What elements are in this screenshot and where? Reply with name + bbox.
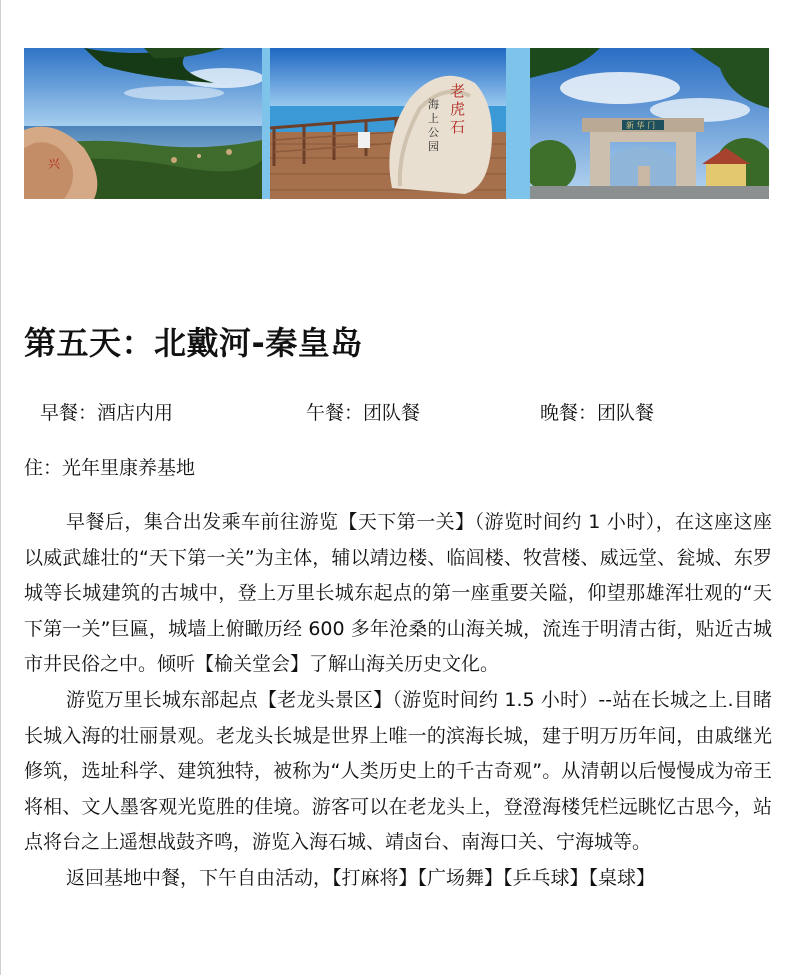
svg-text:公: 公 [428,126,439,139]
meal-info-row [40,398,780,426]
page-left-border [0,0,1,975]
itinerary-paragraph: 早餐后，集合出发乘车前往游览【天下第一关】（游览时间约 1 小时），在这座这座以威武雄壮的“天下第一关”为主体，辅以靖边楼、临闾楼、牧营楼、威远堂、瓮城、东罗城等长城建筑的古城中，登上万里长城东起点的第一座重要关隘，仰望那雄浑壮观的“天下第一关”巨匾，城墙上俯瞰历经 600 多年沧桑的山海关城，流连于明清古街，贴近古城市井民俗之中。倾听【榆关堂会】了解山海关历史文化。 [24,511,772,676]
svg-text:老: 老 [450,82,466,100]
itinerary-paragraph: 返回基地中餐，下午自由活动，【打麻将】【广场舞】【乒乓球】【桌球】 [66,866,656,889]
accommodation-info: 住：光年里康养基地 [24,457,196,479]
dinner-info: 晚餐：团队餐 [540,402,655,424]
lunch-info: 午餐：团队餐 [306,402,421,424]
svg-text:海: 海 [428,98,439,111]
memorial-arch-photo [530,48,769,199]
itinerary-paragraph: 游览万里长城东部起点【老龙头景区】（游览时间约 1.5 小时）--站在长城之上.目睹长城入海的壮丽景观。老龙头长城是世界上唯一的滨海长城，建于明万历年间，由戚继光修筑，选址科学、建筑独特，被称为“人类历史上的千古奇观”。从清朝以后慢慢成为帝王将相、文人墨客观光览胜的佳境。游客可以在老龙头上，登澄海楼凭栏远眺忆古思今，站点将台之上遥想战鼓齐鸣，游览入海石城、靖卤台、南海口关、宁海城等。 [24,688,772,854]
breakfast-info: 早餐：酒店内用 [40,402,174,424]
svg-text:虎: 虎 [450,100,466,118]
itinerary-description [24,505,772,897]
svg-text:园: 园 [428,140,439,153]
svg-text:兴: 兴 [48,157,61,171]
laohushi-stone-photo [270,48,506,199]
coast-forest-rock-photo [24,48,262,199]
svg-text:上: 上 [428,112,439,125]
photo-banner [24,48,769,199]
day-title: 第五天：北戴河-秦皇岛 [24,324,363,362]
svg-text:石: 石 [450,118,466,136]
svg-text:新 华 门: 新 华 门 [626,121,656,130]
